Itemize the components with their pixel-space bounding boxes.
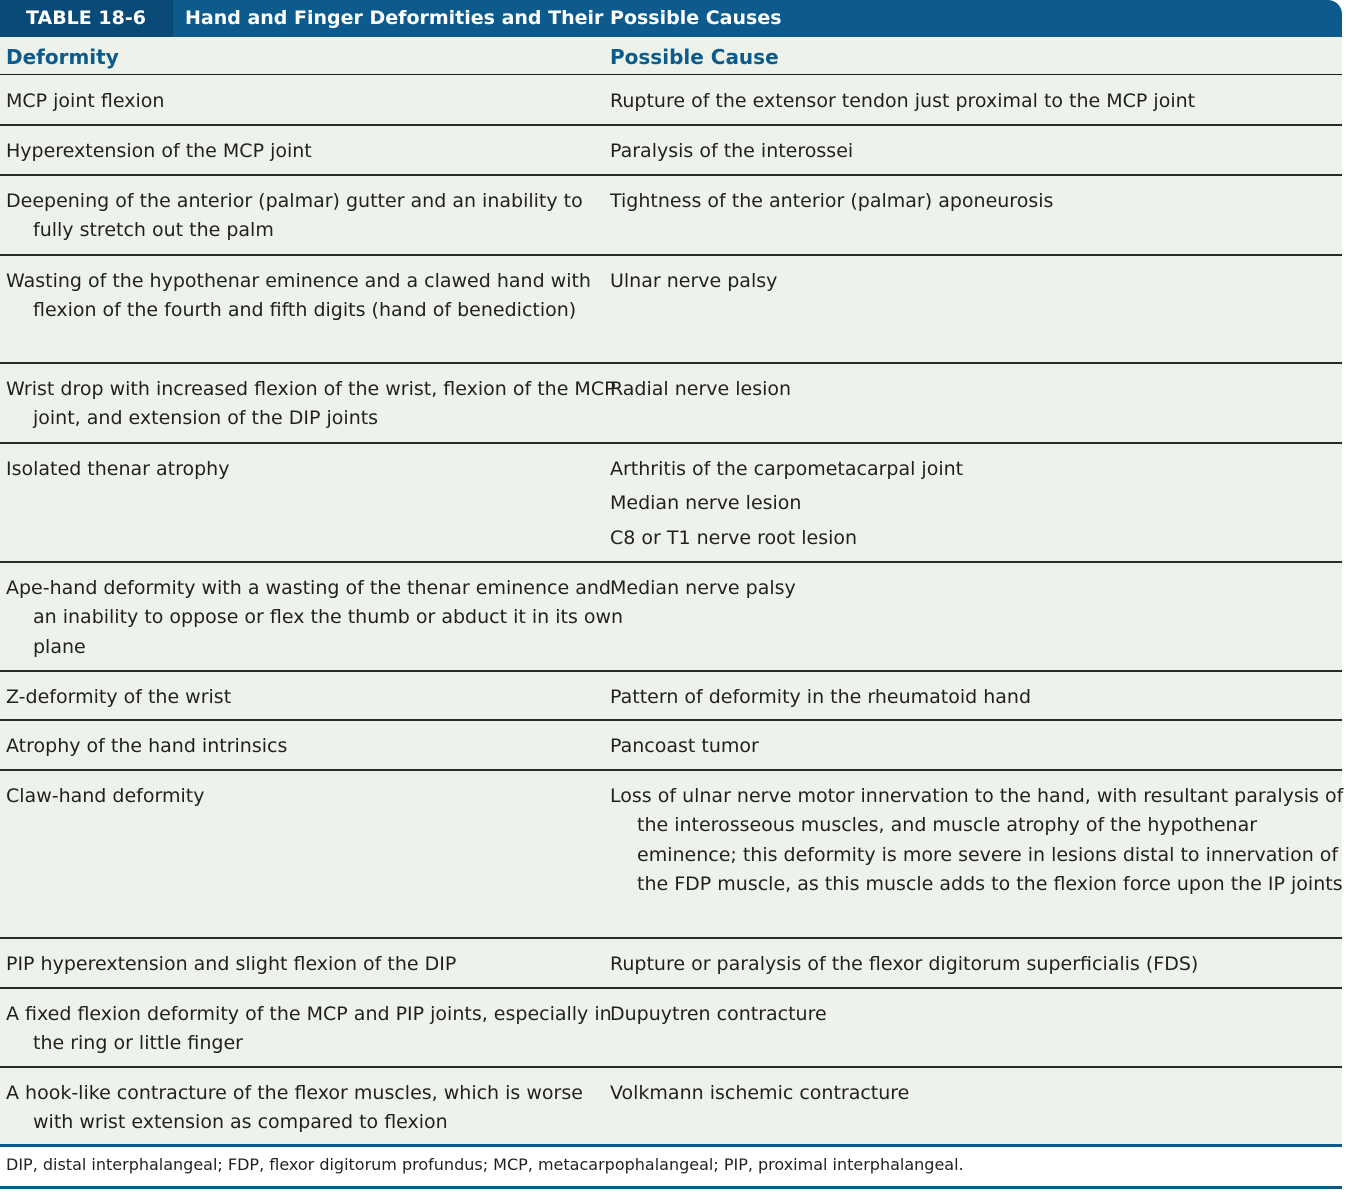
table-title: Hand and Finger Deformities and Their Possible Causes	[185, 7, 782, 29]
possible-cause-cell	[610, 1079, 1346, 1113]
possible-cause-text: Rupture of the extensor tendon just proximal to the MCP joint	[610, 90, 1196, 112]
possible-cause-cell	[610, 782, 1346, 905]
deformity-cell: Deepening of the anterior (palmar) gutter and an inability to fully stretch out the palm	[6, 190, 583, 242]
possible-cause-text: Pancoast tumor	[610, 735, 759, 757]
deformity-cell: PIP hyperextension and slight flexion of the DIP	[6, 953, 457, 975]
header-deformity: Deformity	[6, 45, 119, 69]
table-row	[0, 444, 1342, 563]
table-number: TABLE 18-6	[0, 0, 173, 37]
table-row	[0, 939, 1342, 989]
possible-cause-cell	[610, 87, 1346, 121]
footnote: DIP, distal interphalangeal; FDP, flexor digitorum profundus; MCP, metacarpophalangeal; PIP, proximal interphalangeal.	[6, 1155, 964, 1174]
header-possible-cause: Possible Cause	[610, 45, 779, 69]
possible-cause-text: Paralysis of the interossei	[610, 140, 854, 162]
table-row	[0, 364, 1342, 444]
possible-cause-text: C8 or T1 nerve root lesion	[610, 526, 858, 549]
possible-cause-text: Median nerve lesion	[610, 492, 802, 515]
possible-cause-cell	[610, 950, 1346, 984]
deformity-cell: A hook-like contracture of the flexor muscles, which is worse with wrist extension as compared to flexion	[6, 1082, 583, 1134]
table-row	[0, 126, 1342, 176]
possible-cause-cell	[610, 187, 1346, 221]
possible-cause-text: Radial nerve lesion	[610, 378, 792, 400]
possible-cause-cell	[610, 455, 1346, 558]
deformity-cell: Claw-hand deformity	[6, 785, 205, 807]
possible-cause-text: Pattern of deformity in the rheumatoid hand	[610, 686, 1032, 708]
deformity-cell: Wasting of the hypothenar eminence and a clawed hand with flexion of the fourth and fifth digits (hand of benediction)	[6, 270, 591, 322]
possible-cause-cell	[610, 574, 1346, 608]
title-bar	[0, 0, 1342, 37]
table-row	[0, 563, 1342, 672]
footer-rule-bottom	[0, 1186, 1342, 1189]
deformity-cell: Atrophy of the hand intrinsics	[6, 735, 288, 757]
possible-cause-cell	[610, 375, 1346, 409]
table-row	[0, 721, 1342, 771]
possible-cause-text: Loss of ulnar nerve motor innervation to the hand, with resultant paralysis of the interosseous muscles, and muscle atrophy of the hypothenar eminence; this deformity is more severe in lesions distal to innervation of the FDP muscle, as this muscle adds to the flexion force upon the IP joints	[610, 785, 1344, 896]
table-row	[0, 672, 1342, 721]
possible-cause-text: Volkmann ischemic contracture	[610, 1082, 910, 1104]
possible-cause-text: Tightness of the anterior (palmar) aponeurosis	[610, 190, 1054, 212]
deformity-cell: Ape-hand deformity with a wasting of the thenar eminence and an inability to oppose or flex the thumb or abduct it in its own plane	[6, 577, 624, 658]
deformity-cell: A fixed flexion deformity of the MCP and PIP joints, especially in the ring or little finger	[6, 1003, 612, 1055]
possible-cause-cell	[610, 1000, 1346, 1034]
deformity-cell: Hyperextension of the MCP joint	[6, 140, 312, 162]
possible-cause-text: Rupture or paralysis of the flexor digitorum superficialis (FDS)	[610, 953, 1199, 975]
header-row	[0, 37, 1342, 75]
possible-cause-cell	[610, 732, 1346, 766]
possible-cause-text: Arthritis of the carpometacarpal joint	[610, 458, 964, 480]
table-row	[0, 771, 1342, 939]
possible-cause-text: Dupuytren contracture	[610, 1003, 827, 1025]
deformity-cell: Z-deformity of the wrist	[6, 686, 232, 708]
footer-rule-top	[0, 1144, 1342, 1147]
table-row	[0, 76, 1342, 126]
table-row	[0, 256, 1342, 364]
deformity-cell: MCP joint flexion	[6, 90, 165, 112]
table-row	[0, 176, 1342, 256]
possible-cause-cell	[610, 683, 1346, 717]
table-row	[0, 989, 1342, 1068]
possible-cause-text: Ulnar nerve palsy	[610, 270, 778, 292]
possible-cause-cell	[610, 267, 1346, 301]
deformity-cell: Wrist drop with increased flexion of the wrist, flexion of the MCP joint, and extension of the DIP joints	[6, 378, 616, 430]
deformity-cell: Isolated thenar atrophy	[6, 458, 230, 480]
table-row	[0, 1068, 1342, 1144]
possible-cause-cell	[610, 137, 1346, 171]
possible-cause-text: Median nerve palsy	[610, 577, 796, 599]
